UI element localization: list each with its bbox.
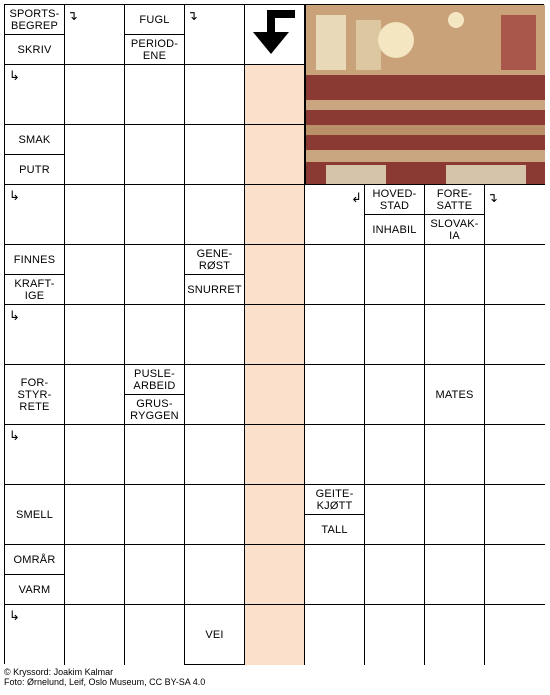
- answer-cell[interactable]: [365, 605, 425, 665]
- answer-cell[interactable]: [485, 605, 545, 665]
- direction-arrow-icon: ↴: [67, 8, 78, 23]
- answer-cell[interactable]: [125, 425, 185, 485]
- answer-cell[interactable]: [245, 65, 305, 125]
- clue-text: VARM: [18, 583, 51, 596]
- clue-smell: [5, 485, 65, 545]
- answer-cell[interactable]: [245, 305, 305, 365]
- answer-cell[interactable]: [185, 125, 245, 185]
- answer-cell[interactable]: [125, 185, 185, 245]
- direction-arrow-icon: ↳: [9, 308, 20, 323]
- answer-cell[interactable]: [485, 425, 545, 485]
- clue-text: SMELL: [15, 508, 54, 521]
- clue-tall: [305, 515, 365, 545]
- clue-sportsbegrep: [5, 5, 65, 35]
- clue-finnes: [5, 245, 65, 275]
- clue-text: FUGL: [139, 13, 170, 26]
- answer-cell[interactable]: [245, 185, 305, 245]
- answer-cell[interactable]: [65, 545, 125, 605]
- clue-geitekjott: [305, 485, 365, 515]
- answer-cell[interactable]: [65, 245, 125, 305]
- direction-arrow-icon: ↳: [9, 608, 20, 623]
- clue-text: GENE- RØST: [196, 247, 233, 272]
- answer-cell[interactable]: [425, 605, 485, 665]
- crossword-grid: [4, 4, 544, 664]
- answer-cell[interactable]: [185, 485, 245, 545]
- clue-text: FOR- STYR- RETE: [17, 376, 52, 413]
- answer-cell[interactable]: [65, 65, 125, 125]
- clue-text: GEITE- KJØTT: [315, 487, 354, 512]
- clue-text: PERIOD- ENE: [130, 37, 179, 62]
- clue-text: MATES: [435, 388, 474, 401]
- clue-foresatte: [425, 185, 485, 215]
- direction-arrow-icon: ↳: [9, 428, 20, 443]
- answer-cell[interactable]: [365, 545, 425, 605]
- answer-cell[interactable]: [245, 125, 305, 185]
- answer-cell[interactable]: [485, 305, 545, 365]
- clue-forstyrrete: [5, 365, 65, 425]
- clue-text: INHABIL: [372, 223, 417, 236]
- answer-cell[interactable]: [305, 305, 365, 365]
- clue-slovakia: [425, 215, 485, 245]
- answer-cell[interactable]: [185, 185, 245, 245]
- answer-cell[interactable]: [125, 245, 185, 305]
- credit-crossword: © Kryssord: Joakim Kalmar: [4, 667, 114, 677]
- clue-snurret: [185, 275, 245, 305]
- answer-cell[interactable]: [425, 485, 485, 545]
- direction-arrow-icon: ↴: [487, 190, 498, 205]
- answer-cell[interactable]: [245, 425, 305, 485]
- clue-text: FINNES: [13, 253, 56, 266]
- answer-cell[interactable]: [365, 365, 425, 425]
- parliament-hall-photo: [305, 5, 545, 185]
- direction-arrow-icon: ↳: [9, 188, 20, 203]
- answer-cell[interactable]: [425, 425, 485, 485]
- clue-text: SNURRET: [187, 283, 242, 296]
- answer-cell[interactable]: [245, 365, 305, 425]
- clue-text: PUTR: [19, 163, 50, 176]
- answer-cell[interactable]: [425, 545, 485, 605]
- clue-skriv: [5, 35, 65, 65]
- clue-text: SLOVAK- IA: [430, 217, 479, 242]
- clue-smak: [5, 125, 65, 155]
- answer-cell[interactable]: [365, 245, 425, 305]
- answer-cell[interactable]: [245, 545, 305, 605]
- answer-cell[interactable]: [245, 245, 305, 305]
- clue-text: SPORTS- BEGREP: [9, 7, 60, 32]
- answer-cell[interactable]: [125, 545, 185, 605]
- answer-cell[interactable]: [305, 605, 365, 665]
- answer-cell[interactable]: [485, 245, 545, 305]
- clue-omrar: [5, 545, 65, 575]
- answer-cell[interactable]: [485, 365, 545, 425]
- answer-cell[interactable]: [425, 305, 485, 365]
- answer-cell[interactable]: [485, 545, 545, 605]
- answer-cell[interactable]: [125, 605, 185, 665]
- clue-text: HOVED- STAD: [372, 187, 417, 212]
- direction-arrow-icon: ↴: [187, 8, 198, 23]
- clue-mates: [425, 365, 485, 425]
- answer-cell[interactable]: [65, 425, 125, 485]
- direction-arrow-icon: ↲: [351, 190, 362, 205]
- answer-cell[interactable]: [65, 365, 125, 425]
- clue-text: KRAFT- IGE: [14, 277, 55, 302]
- answer-cell[interactable]: [365, 425, 425, 485]
- clue-text: SKRIV: [17, 43, 52, 56]
- answer-cell[interactable]: [65, 485, 125, 545]
- clue-fugl: [125, 5, 185, 35]
- clue-hovedstad: [365, 185, 425, 215]
- clue-periodene: [125, 35, 185, 65]
- clue-kraftige: [5, 275, 65, 305]
- clue-generost: [185, 245, 245, 275]
- clue-text: PUSLE- ARBEID: [133, 367, 176, 392]
- answer-cell[interactable]: [365, 485, 425, 545]
- answer-cell[interactable]: [185, 305, 245, 365]
- answer-cell[interactable]: [485, 485, 545, 545]
- clue-text: GRUS- RYGGEN: [130, 397, 179, 422]
- answer-cell[interactable]: [65, 125, 125, 185]
- answer-cell[interactable]: [305, 545, 365, 605]
- answer-cell[interactable]: [65, 605, 125, 665]
- clue-text: OMRÅR: [13, 553, 56, 566]
- clue-text: SMAK: [18, 133, 51, 146]
- clue-varm: [5, 575, 65, 605]
- answer-cell[interactable]: [425, 245, 485, 305]
- answer-cell[interactable]: [125, 485, 185, 545]
- answer-cell[interactable]: [185, 365, 245, 425]
- answer-cell[interactable]: [305, 365, 365, 425]
- answer-cell[interactable]: [305, 245, 365, 305]
- credits: [4, 667, 205, 687]
- clue-text: FORE- SATTE: [436, 187, 473, 212]
- answer-cell[interactable]: [245, 485, 305, 545]
- answer-cell[interactable]: [65, 305, 125, 365]
- clue-inhabil: [365, 215, 425, 245]
- clue-grusryggen: [125, 395, 185, 425]
- answer-cell[interactable]: [65, 185, 125, 245]
- clue-puslearbeid: [125, 365, 185, 395]
- clue-putr: [5, 155, 65, 185]
- credit-photo: Foto: Ørnelund, Leif, Oslo Museum, CC BY-SA 4.0: [4, 677, 206, 687]
- big-down-arrow-icon: [243, 4, 297, 58]
- answer-cell[interactable]: [185, 545, 245, 605]
- answer-cell[interactable]: [185, 425, 245, 485]
- answer-cell[interactable]: [305, 425, 365, 485]
- answer-cell[interactable]: [245, 605, 305, 665]
- clue-text: VEI: [205, 628, 224, 641]
- clue-text: TALL: [321, 523, 348, 536]
- answer-cell[interactable]: [365, 305, 425, 365]
- direction-arrow-icon: ↳: [9, 68, 20, 83]
- clue-vei: [185, 605, 245, 665]
- answer-cell[interactable]: [185, 65, 245, 125]
- answer-cell[interactable]: [125, 305, 185, 365]
- answer-cell[interactable]: [125, 65, 185, 125]
- answer-cell[interactable]: [125, 125, 185, 185]
